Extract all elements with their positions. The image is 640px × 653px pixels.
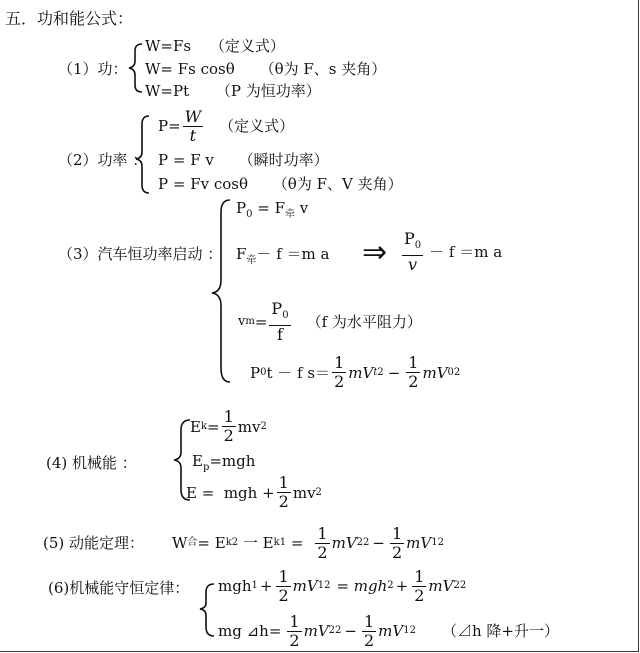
s6-l1-frac2-den: 2 [414,585,425,605]
s3-label: （3）汽车恒功率启动 ： [58,245,223,263]
s5-frac1-num: 1 [317,523,328,543]
s5-term1: mV [331,534,357,552]
s6-label: (6)机械能守恒定律： [48,579,190,597]
s3-l2r-fraction [402,230,423,274]
s1-formula3: W=Pt [145,82,190,100]
s6-l2-frac2 [362,613,376,650]
s2-label: （2）功率 ： [58,151,148,169]
s4-label: (4) 机械能 ： [46,454,137,472]
s1-note1: （定义式） [209,37,285,55]
s3-l4-p-sub: 0 [260,366,267,378]
page-title: 五．功和能公式： [5,9,134,28]
s5-formula [172,517,444,569]
s5-term1-sup: 2 [363,537,370,548]
s5-eq: = E [197,534,226,552]
s6-l2-term1: mV [303,622,329,640]
s6-l2-term2-sup: 2 [409,625,416,636]
s5-frac2-den: 2 [391,542,403,562]
s4-l3-mv: mv [292,483,316,502]
s6-l2-term2: mV [378,622,404,640]
s3-line3 [238,300,422,344]
s2-lhs: P= [158,117,181,135]
s3-l3-num: P [271,299,283,318]
s2-fraction [183,108,203,145]
s3-line2-right [400,230,502,274]
s5-term1-sub: 2 [356,537,364,548]
s6-l1-mgh: mgh [218,577,252,595]
s5-frac1-den: 2 [317,542,328,562]
s3-l4-frac2-num: 1 [408,353,419,372]
s6-l1-term2-sup: 2 [459,580,467,591]
s3-l4-term2-sub: 0 [447,366,454,378]
s6-l1-frac1-num: 1 [278,566,289,586]
s6-line1 [218,565,466,607]
s4-l1-mv: mv [237,417,261,436]
s5-frac1 [315,525,329,562]
s3-l3-den: f [277,325,283,345]
s5-frac2-num: 1 [391,523,403,543]
s5-ek1: 一 E [238,534,274,552]
s4-l3-lhs: E = mgh + [186,483,275,502]
s1-label: （1）功： [58,60,128,78]
s5-term2: mV [406,534,432,552]
s6-l2-term1-sub: 2 [328,625,336,636]
s6-l2-frac1-den: 2 [289,630,300,650]
s4-l1-e: E [190,417,201,436]
s3-l4-term1-sup: 2 [377,366,384,378]
s6-l2-lhs: mg ⊿h= [218,622,282,640]
s6-l2-note: （⊿h 降+升一） [441,622,559,640]
s2-line3 [158,175,403,193]
s3-l4-frac1-num: 1 [334,353,345,372]
s5-minus: − [372,534,385,552]
s3-l4-p: P [250,363,261,382]
s1-line1 [145,37,285,55]
s3-line2 [236,245,329,270]
s4-l3-sup: 2 [315,486,322,498]
s6-l1-frac1 [276,568,290,605]
s4-l3-frac-den: 2 [278,492,289,511]
s4-line3 [186,474,322,511]
s6-l2-frac2-num: 1 [363,611,375,631]
s4-l1-e-sub: k [200,420,208,432]
s5-eq2: = [286,534,304,552]
s3-l4-frac1-den: 2 [334,372,345,391]
s3-l4-lhs: t － f s＝ [266,363,331,382]
s1-note2: （θ为 F、s 夹角） [259,60,387,78]
brace-s6 [200,584,214,636]
s3-l2r-den: v [408,255,418,275]
s4-l1-frac-num: 1 [223,407,234,426]
s5-term2-sup: 2 [437,537,444,548]
s4-l1-eq: = [207,417,220,436]
s3-l4-term1: mV [348,363,374,382]
s6-l1-frac1-den: 2 [278,585,289,605]
s6-line2 [218,610,559,652]
s3-l2r-tail: － f ＝m a [429,243,503,262]
s5-term2-sub: 1 [431,537,438,548]
s4-l2-e: E [192,452,203,470]
s3-l1-p: P [236,199,247,217]
s4-l2-rest: =mgh [209,452,256,470]
s5-label: (5) 动能定理： [43,534,145,552]
s3-l2-f-sub: 牵 [246,255,257,266]
s3-l3-v-sub: m [245,316,255,328]
s6-l1-frac2-num: 1 [414,566,425,586]
s6-l2-frac1 [287,613,301,650]
s6-l2-minus: − [344,622,357,640]
s5-frac2 [390,525,404,562]
s3-l1-p-sub: 0 [246,209,253,220]
s3-l1-f-sub: 牵 [284,209,295,220]
s6-l1-term2-sub: 2 [453,580,460,591]
s6-l1-term1: mV [292,577,318,595]
s3-l3-fraction [269,300,290,344]
s5-w: W [172,534,188,552]
s3-line1 [236,199,308,224]
s4-l3-frac [277,474,291,511]
s1-line3 [145,82,321,100]
s1-formula1: W=Fs [145,37,192,55]
s2-formula2: P = F v [158,151,214,169]
s6-l2-term2-sub: 1 [403,625,410,636]
s3-l1-v: v [294,199,309,217]
s3-l4-frac2 [406,354,420,391]
s2-formula3: P = Fv cosθ [158,175,249,193]
s5-ek2-sub: k2 [225,537,239,548]
s4-l2-e-sub: p [202,462,210,473]
s3-l4-frac1 [332,354,346,391]
s3-l4-minus: − [387,363,401,382]
s3-l4-term1-sub: t [373,366,378,378]
s2-note2: （瞬时功率） [238,151,329,169]
s4-l1-frac-den: 2 [223,426,234,445]
s6-l2-frac2-den: 2 [363,630,375,650]
s3-l3-v: v [238,314,246,330]
s2-frac-den: t [189,125,197,145]
s3-l2r-num: P [404,229,415,248]
s2-note1: （定义式） [219,117,295,135]
s6-l2-frac1-num: 1 [289,611,300,631]
s3-l3-note: （f 为水平阻力） [306,313,422,332]
s4-line1 [190,408,267,445]
s2-note3: （θ为 F、V 夹角） [272,175,403,193]
s6-l1-plus: + [259,577,273,595]
s1-line2 [145,60,386,78]
s2-line2 [158,151,329,169]
s2-line1 [158,106,294,146]
s3-line4 [250,354,460,391]
s3-l2r-num-sub: 0 [414,240,422,252]
s3-l2-f: F [236,245,247,263]
s3-l4-term2-sup: 2 [453,366,461,378]
s6-l1-term1-sub: 1 [317,580,325,591]
s6-l1-rhs: = mgh [336,577,388,595]
s4-l1-sup: 2 [260,420,267,432]
s2-frac-num: W [184,106,202,126]
s3-l1-eq: = F [252,199,285,217]
s6-l1-term2: mV [428,577,454,595]
s4-l1-frac [222,408,236,445]
s6-l1-frac2 [412,568,426,605]
s4-l3-frac-num: 1 [278,473,289,492]
brace-s1 [129,44,142,92]
s3-l3-eq: = [254,313,268,332]
s6-l1-term1-sup: 2 [324,580,331,591]
s5-w-sub: 合 [187,537,198,548]
s5-ek1-sub: k1 [273,537,287,548]
s3-l4-term2: mV [422,363,448,382]
implies-arrow-icon: ⇒ [362,235,388,270]
s3-l3-num-sub: 0 [282,310,289,322]
s1-note3: （P 为恒功率） [215,82,321,100]
s1-formula2: W= Fs cosθ [145,60,235,78]
s3-l4-frac2-den: 2 [408,372,419,391]
s6-l1-mgh-sub: 1 [251,580,258,591]
brace-s3 [212,200,230,382]
s6-l1-plus2: + [395,577,409,595]
s3-l2-rest: － f ＝m a [256,245,330,263]
s6-l1-rhs-sub: 2 [387,580,394,591]
s6-l2-term1-sup: 2 [335,625,342,636]
